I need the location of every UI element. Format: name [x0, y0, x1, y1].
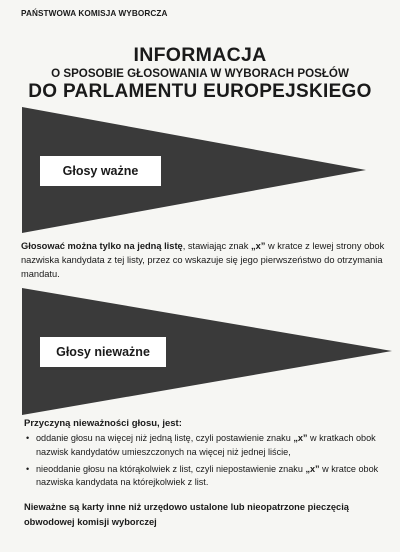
reason-text-before: oddanie głosu na więcej niż jedną listę, czyli postawienie znaku: [36, 433, 294, 443]
title-line-2: O SPOSOBIE GŁOSOWANIA W WYBORACH POSŁÓW: [51, 67, 349, 80]
x-mark: „x”: [250, 241, 266, 251]
invalid-reason-heading: Przyczyną nieważności głosu, jest:: [24, 418, 182, 429]
valid-votes-pennant: [22, 107, 366, 233]
list-item: [24, 432, 394, 460]
valid-votes-label: Głosy ważne: [40, 156, 161, 186]
invalid-cards-note: Nieważne są karty inne niż urzędowo ustalone lub nieopatrzone pieczęcią obwodowej komisji wyborczej: [24, 502, 349, 527]
reason-text-after: w kratce obok nazwiska kandydata na którejkolwiek z list.: [36, 463, 379, 488]
list-item: [24, 463, 394, 491]
valid-rule-text-1: , stawiając znak: [182, 241, 251, 251]
valid-rule-text-2: w kratce z lewej strony obok nazwiska kandydata z tej listy, przez co wskazuje się jego pierwszeństwo do otrzymania mandatu.: [21, 241, 385, 280]
invalid-reasons-list: [24, 432, 394, 493]
x-mark: „x”: [293, 433, 308, 443]
x-mark: „x”: [305, 463, 320, 474]
reason-text-before: nieoddanie głosu na którąkolwiek z list, czyli niepostawienie znaku: [36, 463, 306, 474]
bullet-icon: •: [26, 433, 30, 443]
title-line-1: INFORMACJA: [133, 44, 267, 66]
invalid-votes-pennant: [22, 288, 392, 415]
reason-text-after: w kratkach obok nazwisk kandydatów umieszczonych na więcej niż jednej liście,: [36, 433, 376, 457]
valid-rule-bold: Głosować można tylko na jedną listę: [21, 241, 183, 251]
bullet-icon: •: [26, 463, 30, 474]
invalid-votes-label: Głosy nieważne: [40, 337, 166, 367]
organization-name: PAŃSTWOWA KOMISJA WYBORCZA: [21, 9, 168, 18]
title-line-3: DO PARLAMENTU EUROPEJSKIEGO: [28, 81, 372, 102]
valid-votes-description: [21, 239, 391, 282]
